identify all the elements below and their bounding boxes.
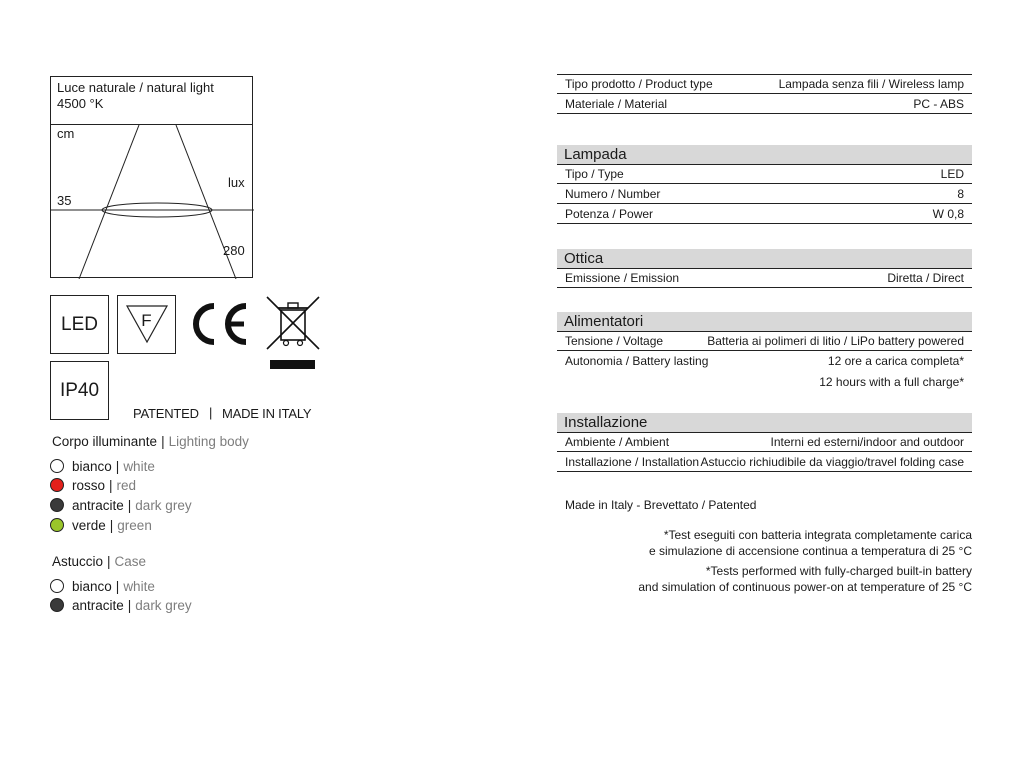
color-option-white: bianco | white	[50, 458, 155, 474]
spec-key: Installazione / Installation	[565, 454, 700, 469]
lighting-body-title: Corpo illuminante | Lighting body	[52, 434, 249, 449]
diagram-title: Luce naturale / natural light	[57, 80, 214, 95]
spec-key: Potenza / Power	[565, 206, 654, 221]
white-swatch	[50, 579, 64, 593]
alimentatori-specs	[557, 312, 972, 393]
color-option-red: rosso | red	[50, 477, 136, 493]
spec-value: 12 hours with a full charge*	[819, 375, 964, 389]
spec-key: Emissione / Emission	[565, 271, 680, 285]
color-name-en: red	[116, 477, 137, 493]
case-title-it: Astuccio	[52, 554, 104, 569]
white-swatch	[50, 459, 64, 473]
spec-row-product-type	[557, 74, 972, 94]
distance-value: 35	[57, 193, 72, 208]
lux-value: 280	[223, 243, 245, 258]
spec-row-emission	[557, 268, 972, 288]
note-line: *Tests performed with fully-charged built-in battery	[705, 564, 972, 578]
spec-row-material	[557, 94, 972, 114]
spec-key: Tensione / Voltage	[565, 334, 664, 348]
spec-value: W 0,8	[932, 206, 964, 221]
red-swatch	[50, 478, 64, 492]
color-name-en: dark grey	[135, 497, 192, 513]
cone-left-edge	[79, 125, 139, 279]
test-note-english	[638, 563, 972, 595]
spec-row-power	[557, 204, 972, 224]
spec-value: Diretta / Direct	[887, 271, 964, 285]
lighting-body-title-it: Corpo illuminante	[52, 434, 158, 449]
ce-mark-icon	[188, 300, 252, 348]
color-name-it: antracite	[72, 497, 124, 513]
led-badge-label: LED	[61, 313, 98, 335]
color-option-green: verde | green	[50, 517, 152, 533]
light-diagram	[50, 76, 253, 278]
spec-value: LED	[940, 167, 964, 181]
spec-row-type	[557, 164, 972, 184]
note-line: and simulation of continuous power-on at temperature of 25 °C	[638, 580, 972, 594]
spec-value: 12 ore a carica completa*	[827, 354, 964, 368]
case-title-en: Case	[114, 554, 147, 569]
spec-value: PC - ABS	[913, 96, 964, 111]
spec-row-voltage	[557, 331, 972, 351]
color-name-en: white	[123, 578, 155, 594]
color-name-it: rosso	[72, 477, 106, 493]
dark-grey-swatch	[50, 498, 64, 512]
spec-value: 8	[957, 186, 964, 201]
unit-cm: cm	[57, 126, 75, 141]
color-name-it: bianco	[72, 578, 112, 594]
alimentatori-title: Alimentatori	[557, 312, 972, 331]
ip40-badge	[50, 361, 109, 420]
diagram-color-temperature: 4500 °K	[57, 96, 104, 111]
spec-key: Materiale / Material	[565, 96, 668, 111]
unit-lux: lux	[228, 175, 245, 190]
green-swatch	[50, 518, 64, 532]
lampada-title: Lampada	[557, 145, 972, 164]
ottica-specs	[557, 249, 972, 288]
made-in-italy-label: MADE IN ITALY	[222, 406, 312, 421]
general-specs	[557, 74, 972, 114]
color-option-dark-grey: antracite | dark grey	[50, 497, 192, 513]
spec-value: Astuccio richiudibile da viaggio/travel folding case	[700, 454, 964, 469]
crossed-bin-icon	[264, 294, 322, 374]
spec-key: Autonomia / Battery lasting	[565, 354, 709, 368]
note-line: e simulazione di accensione continua a temperatura di 25 °C	[649, 544, 972, 558]
f-mark-label: F	[141, 310, 152, 330]
ip40-label: IP40	[59, 379, 100, 401]
color-name-it: verde	[72, 517, 106, 533]
installazione-title: Installazione	[557, 413, 972, 432]
spec-key: Numero / Number	[565, 186, 661, 201]
spec-value: Batteria ai polimeri di litio / LiPo battery powered	[707, 334, 964, 348]
color-name-it: antracite	[72, 597, 124, 613]
note-line: *Test eseguiti con batteria integrata completamente carica	[663, 528, 972, 542]
dark-grey-swatch	[50, 598, 64, 612]
spec-key: Tipo prodotto / Product type	[565, 77, 713, 91]
spec-row-installation	[557, 452, 972, 472]
color-name-en: green	[117, 517, 152, 533]
cert-separator: |	[209, 405, 213, 420]
installazione-specs	[557, 413, 972, 472]
spec-value: Interni ed esterni/indoor and outdoor	[770, 435, 964, 449]
case-option-dark-grey: antracite | dark grey	[50, 597, 192, 613]
ottica-title: Ottica	[557, 249, 972, 268]
led-badge	[50, 295, 109, 354]
spec-key: Ambiente / Ambient	[565, 435, 670, 449]
test-note-italian	[649, 527, 972, 559]
spec-row-battery-lasting	[557, 351, 972, 371]
lampada-specs	[557, 145, 972, 224]
case-title: Astuccio | Case	[52, 554, 147, 569]
made-in-italy-note: Made in Italy - Brevettato / Patented	[565, 498, 757, 512]
patented-label: PATENTED	[133, 406, 199, 421]
lighting-body-title-en: Lighting body	[168, 434, 249, 449]
color-name-en: white	[123, 458, 155, 474]
spec-row-ambient	[557, 432, 972, 452]
spec-row-battery-lasting-en	[557, 371, 972, 393]
color-name-it: bianco	[72, 458, 112, 474]
f-mark-badge	[117, 295, 176, 354]
spec-key: Tipo / Type	[565, 167, 624, 181]
spec-value: Lampada senza fili / Wireless lamp	[778, 77, 964, 91]
case-option-white: bianco | white	[50, 578, 155, 594]
color-name-en: dark grey	[135, 597, 192, 613]
spec-row-number	[557, 184, 972, 204]
